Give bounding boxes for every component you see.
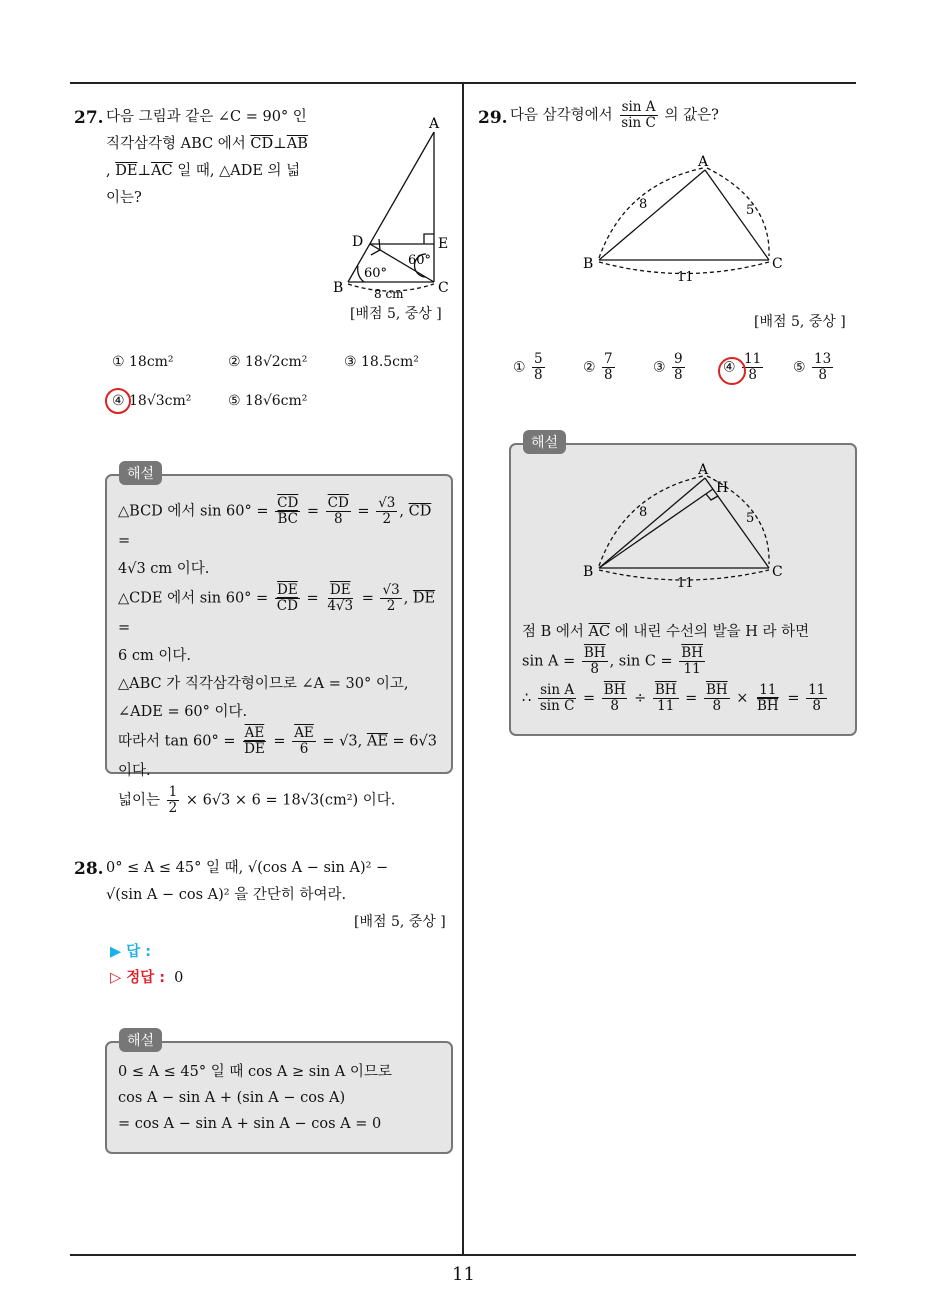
q29-answer-mark — [718, 357, 746, 385]
q27-sol-l6: ∠ADE = 60° 이다. — [118, 704, 248, 720]
q27-solution-tag: 해설 — [119, 461, 162, 485]
q28-answer-label[interactable]: ▶ 답 : — [110, 944, 152, 960]
q28-sol-l3: = cos A − sin A + sin A − cos A = 0 — [118, 1116, 382, 1132]
q27-score: [배점 5, 중상 ] — [350, 306, 442, 322]
q27-sol-l9: 넓이는 $\frac{1}{2}$ × 6√3 × 6 = 18√3(cm²) 이다. — [118, 784, 396, 816]
q27-number: 27. — [74, 108, 104, 128]
q27-line3: , $\overline{DE}\perp\overline{AC}$ 일 때, △ADE 의 넓 — [106, 163, 301, 179]
q29-solution-tag: 해설 — [523, 430, 566, 454]
q29-fig-b: B — [583, 256, 594, 272]
q29-fig-c: C — [772, 256, 783, 272]
q27-fig-angle2: 60° — [408, 253, 432, 268]
q28-solution-tag: 해설 — [119, 1028, 162, 1052]
q27-choice-1[interactable]: ① 18cm² — [112, 354, 174, 370]
column-divider — [462, 83, 464, 1255]
q29-sol-l2: sin A = $\frac{\overline{BH}}{8}$ , sin C = $\frac{\overline{BH}}{11}$ — [522, 645, 703, 677]
q27-sol-l7: 따라서 tan 60° = $\frac{\overline{AE}}{DE}$ = $\frac{\overline{AE}}{6}$ = √3, $\overline{AE} = 6√3$ — [118, 725, 437, 757]
q27-stem — [106, 104, 326, 212]
q27-choice-2[interactable]: ② 18√2cm² — [228, 354, 308, 370]
q29-solution — [522, 618, 852, 714]
q27-choice-4[interactable]: ④ 18√3cm² — [112, 393, 192, 409]
q27-solution — [118, 496, 444, 816]
q27-choice-3[interactable]: ③ 18.5cm² — [344, 354, 419, 370]
q29-sol-l3: ∴ $\frac{\text{sin A}}{\text{sin C}}$ = $\frac{\overline{BH}}{8}$ ÷ $\frac{\overline{BH}}{11}$ = $\frac{\overline{BH}}{8}$ × $\frac{11}{BH}$ = $\frac{11}{8}$ — [522, 682, 826, 714]
q27-fig-b: B — [333, 280, 344, 296]
q27-line1: 다음 그림과 같은 ∠C = 90° 인 — [106, 109, 307, 125]
q29-sol-fig-b: B — [583, 564, 594, 580]
q27-figure — [330, 112, 460, 302]
q29-sol-fig-h: H — [716, 480, 729, 496]
q27-fig-c: C — [438, 280, 449, 296]
q29-choice-1[interactable]: ① $\frac{5}{8}$ — [513, 351, 543, 383]
q28-correct-value: 0 — [174, 970, 184, 986]
q29-sol-fig-c: C — [772, 564, 783, 580]
q28-number: 28. — [74, 859, 104, 879]
q28-line1: 0° ≤ A ≤ 45° 일 때, √(cos A − sin A)² − — [106, 860, 389, 876]
q27-answer-mark — [105, 388, 131, 414]
q28-score: [배점 5, 중상 ] — [354, 914, 446, 930]
q27-sol-l4: 6 cm 이다. — [118, 648, 191, 664]
q29-sol-fig-a: A — [698, 462, 709, 478]
q29-choice-3[interactable]: ③ $\frac{9}{8}$ — [653, 351, 683, 383]
q29-choice-5[interactable]: ⑤ $\frac{13}{8}$ — [793, 351, 832, 383]
q27-fig-angle1: 60° — [364, 266, 388, 281]
q27-fig-a: A — [429, 116, 440, 132]
q29-fig-bc: 11 — [677, 270, 694, 285]
q28-correct-label: ▷ 정답 : — [110, 970, 166, 986]
page-number: 11 — [452, 1264, 475, 1285]
q27-line4: 이는? — [106, 190, 142, 206]
q27-fig-d: D — [352, 234, 364, 250]
q29-fig-ab: 8 — [639, 197, 648, 212]
q28-solution — [118, 1059, 444, 1137]
q29-solution-figure — [575, 458, 795, 588]
q27-sol-l2: 4√3 cm 이다. — [118, 561, 210, 577]
q28-sol-l2: cos A − sin A + (sin A − cos A) — [118, 1090, 346, 1106]
q29-choice-2[interactable]: ② $\frac{7}{8}$ — [583, 351, 613, 383]
q29-stem: 다음 삼각형에서 $\frac{\text{sin A}}{\text{sin C}}$ 의 값은? — [510, 99, 719, 131]
q29-sol-fig-bc: 11 — [677, 576, 694, 588]
q27-sol-l8: 이다. — [118, 763, 151, 779]
q27-choice-5[interactable]: ⑤ 18√6cm² — [228, 393, 308, 409]
q29-figure — [575, 150, 795, 285]
q27-fig-e: E — [438, 236, 449, 252]
q28-correct — [110, 966, 183, 987]
q29-sol-fig-ab: 8 — [639, 505, 648, 520]
q29-fig-a: A — [698, 154, 709, 170]
q27-sol-l5: △ABC 가 직각삼각형이므로 ∠A = 30° 이고, — [118, 676, 409, 692]
q29-sol-fig-ac: 5 — [746, 511, 755, 526]
q28-line2: √(sin A − cos A)² 을 간단히 하여라. — [106, 887, 347, 903]
q27-sol-l1: △BCD 에서 sin 60° = $\frac{\overline{CD}}{BC}$ = $\frac{\overline{CD}}{8}$ = $\frac{√3}{2}$ , $\overline{CD}$ = — [118, 495, 432, 549]
q29-sol-l1: 점 B 에서 $\overline{AC}$ 에 내린 수선의 발을 H 라 하면 — [522, 624, 810, 640]
q28-sol-l1: 0 ≤ A ≤ 45° 일 때 cos A ≥ sin A 이므로 — [118, 1064, 392, 1080]
q27-line2: 직각삼각형 ABC 에서 $\overline{CD}\perp\overline{AB}$ — [106, 136, 308, 152]
q29-number: 29. — [478, 108, 508, 128]
q27-sol-l3: △CDE 에서 sin 60° = $\frac{\overline{DE}}{CD}$ = $\frac{\overline{DE}}{4√3}$ = $\frac{√3}{2}$ , $\overline{DE}$ = — [118, 582, 436, 636]
q27-fig-base: 8 cm — [374, 287, 404, 301]
q29-score: [배점 5, 중상 ] — [754, 314, 846, 330]
q29-choice-4[interactable]: ④ $\frac{11}{8}$ — [723, 351, 762, 383]
q28-stem — [106, 855, 456, 909]
q29-fig-ac: 5 — [746, 203, 755, 218]
